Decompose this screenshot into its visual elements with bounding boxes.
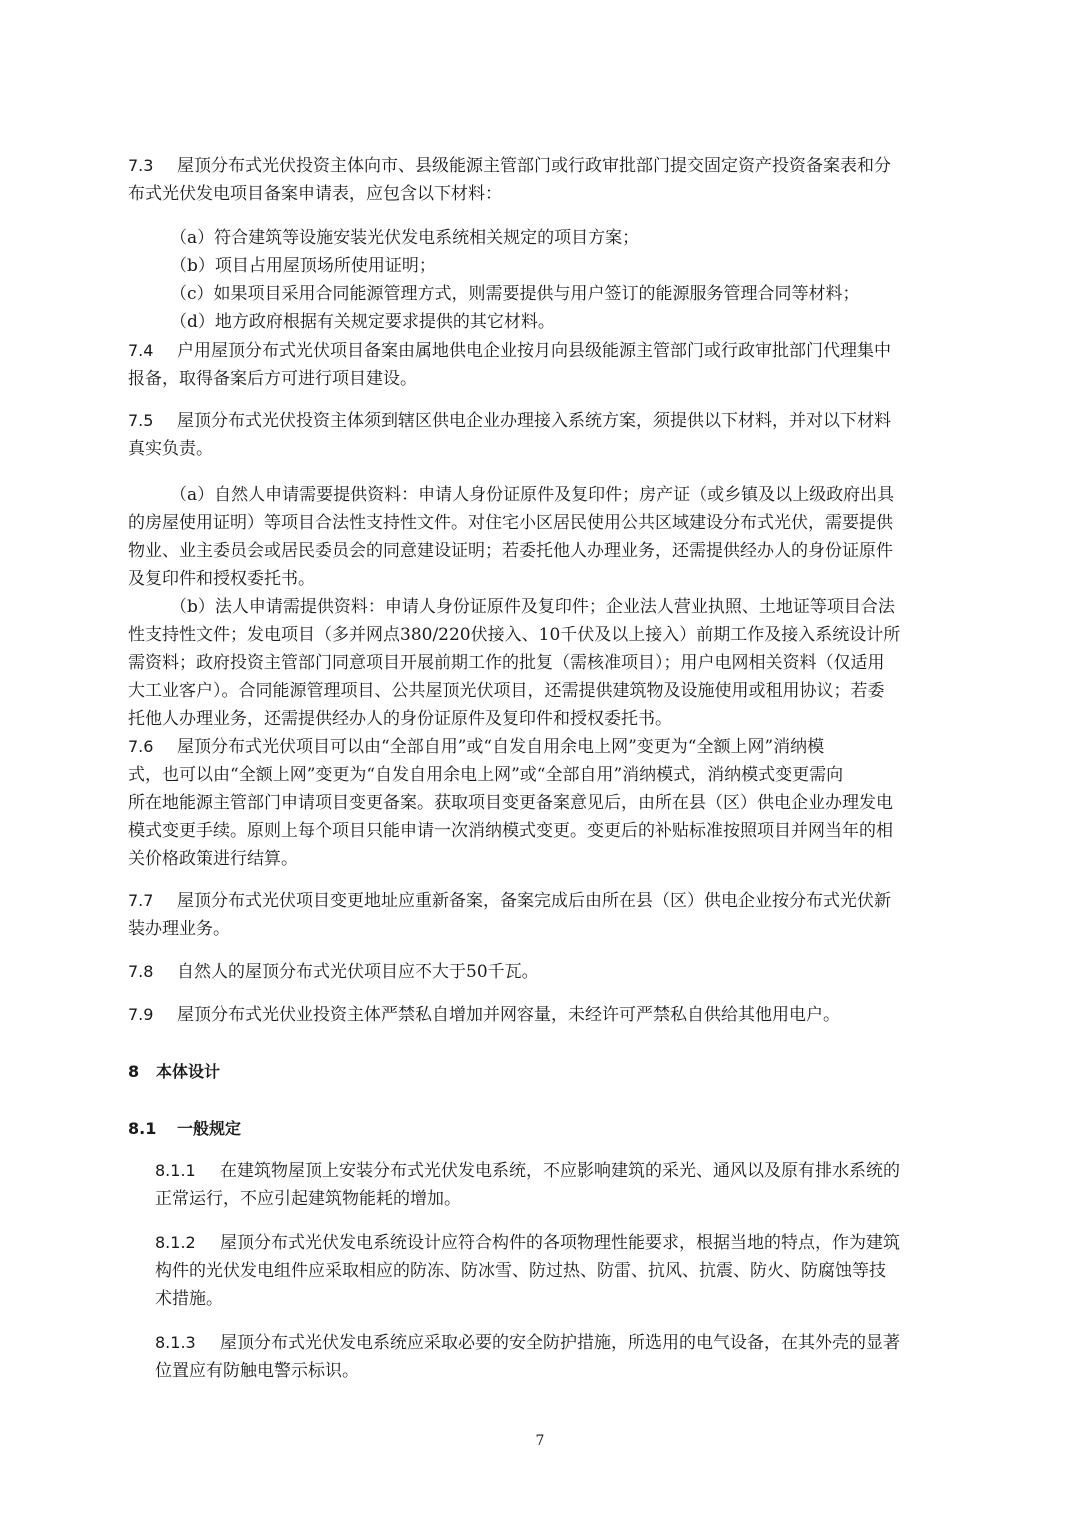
clause-text: 屋顶分布式光伏投资主体须到辖区供电企业办理接入系统方案，须提供以下材料，并对以下材料: [177, 411, 891, 431]
section-heading: 本体设计: [156, 1062, 221, 1081]
clause-number: 8.1.2: [155, 1233, 196, 1252]
clause-text: 装办理业务。: [128, 919, 230, 939]
paragraph-line: 性支持性文件；发电项目（多并网点380/220伏接入、10千伏及以上接入）前期工作及接入系统设计所: [128, 625, 901, 645]
clause-number: 7.5: [128, 411, 154, 430]
list-item: （a）符合建筑等设施安装光伏发电系统相关规定的项目方案；: [170, 228, 640, 248]
clause-text: 屋顶分布式光伏投资主体向市、县级能源主管部门或行政审批部门提交固定资产投资备案表和分: [177, 156, 891, 176]
clause-number: 7.8: [128, 962, 154, 981]
clause-text: 报备，取得备案后方可进行项目建设。: [128, 369, 417, 389]
paragraph-line: （a）自然人申请需要提供资料：申请人身份证原件及复印件；房产证（或乡镇及以上级政府出具: [170, 485, 895, 505]
paragraph-line: 及复印件和授权委托书。: [128, 569, 315, 589]
clause-text: 正常运行，不应引起建筑物能耗的增加。: [155, 1189, 461, 1209]
paragraph-line: 托他人办理业务，还需提供经办人的身份证原件及复印件和授权委托书。: [128, 709, 672, 729]
clause-text: 屋顶分布式光伏业投资主体严禁私自增加并网容量，未经许可严禁私自供给其他用电户。: [177, 1005, 840, 1025]
section-number: 8: [128, 1062, 140, 1081]
clause-text: 式，也可以由“全额上网”变更为“自发自用余电上网”或“全部自用”消纳模式，消纳模式变更需向: [128, 765, 844, 785]
clause-text: 屋顶分布式光伏发电系统应采取必要的安全防护措施，所选用的电气设备，在其外壳的显著: [220, 1333, 900, 1353]
clause-number: 8.1.3: [155, 1333, 196, 1352]
paragraph-line: 物业、业主委员会或居民委员会的同意建设证明；若委托他人办理业务，还需提供经办人的身份证原件: [128, 541, 893, 561]
clause-text: 户用屋顶分布式光伏项目备案由属地供电企业按月向县级能源主管部门或行政审批部门代理集中: [177, 341, 891, 361]
list-item: （d）地方政府根据有关规定要求提供的其它材料。: [170, 312, 555, 332]
clause-text: 屋顶分布式光伏项目变更地址应重新备案，备案完成后由所在县（区）供电企业按分布式光伏新: [177, 891, 891, 911]
clause-text: 在建筑物屋顶上安装分布式光伏发电系统，不应影响建筑的采光、通风以及原有排水系统的: [220, 1161, 900, 1181]
paragraph-line: 的房屋使用证明）等项目合法性支持性文件。对住宅小区居民使用公共区域建设分布式光伏，需要提供: [128, 513, 893, 533]
clause-text: 屋顶分布式光伏发电系统设计应符合构件的各项物理性能要求，根据当地的特点，作为建筑: [220, 1233, 900, 1253]
list-item: （c）如果项目采用合同能源管理方式，则需要提供与用户签订的能源服务管理合同等材料；: [170, 284, 860, 304]
paragraph-line: （b）法人申请需提供资料：申请人身份证原件及复印件；企业法人营业执照、土地证等项目合法: [170, 597, 895, 617]
clause-number: 8.1.1: [155, 1161, 196, 1180]
page-number: 7: [535, 1433, 545, 1449]
section-heading: 一般规定: [177, 1119, 242, 1138]
clause-text: 屋顶分布式光伏项目可以由“全部自用”或“自发自用余电上网”变更为“全额上网”消纳模: [177, 737, 825, 757]
clause-text: 关价格政策进行结算。: [128, 849, 298, 869]
section-number: 8.1: [128, 1119, 157, 1138]
clause-text: 所在地能源主管部门申请项目变更备案。获取项目变更备案意见后，由所在县（区）供电企业办理发电: [128, 793, 893, 813]
clause-text: 构件的光伏发电组件应采取相应的防冻、防冰雪、防过热、防雷、抗风、抗震、防火、防腐蚀等技: [155, 1261, 886, 1281]
clause-text: 位置应有防触电警示标识。: [155, 1361, 359, 1381]
clause-number: 7.4: [128, 341, 154, 360]
clause-text: 真实负责。: [128, 439, 213, 459]
paragraph-line: 需资料；政府投资主管部门同意项目开展前期工作的批复（需核准项目）；用户电网相关资料（仅适用: [128, 653, 885, 673]
paragraph-line: 大工业客户）。合同能源管理项目、公共屋顶光伏项目，还需提供建筑物及设施使用或租用协议；若委: [128, 681, 885, 701]
clause-number: 7.3: [128, 156, 154, 175]
clause-number: 7.7: [128, 891, 154, 910]
clause-text: 自然人的屋顶分布式光伏项目应不大于50千瓦。: [177, 962, 539, 982]
list-item: （b）项目占用屋顶场所使用证明；: [170, 256, 436, 276]
clause-text: 术措施。: [155, 1289, 223, 1309]
clause-number: 7.9: [128, 1005, 154, 1024]
clause-text: 布式光伏发电项目备案申请表，应包含以下材料：: [128, 184, 502, 204]
clause-text: 模式变更手续。原则上每个项目只能申请一次消纳模式变更。变更后的补贴标准按照项目并网当年的相: [128, 821, 893, 841]
clause-number: 7.6: [128, 737, 154, 756]
